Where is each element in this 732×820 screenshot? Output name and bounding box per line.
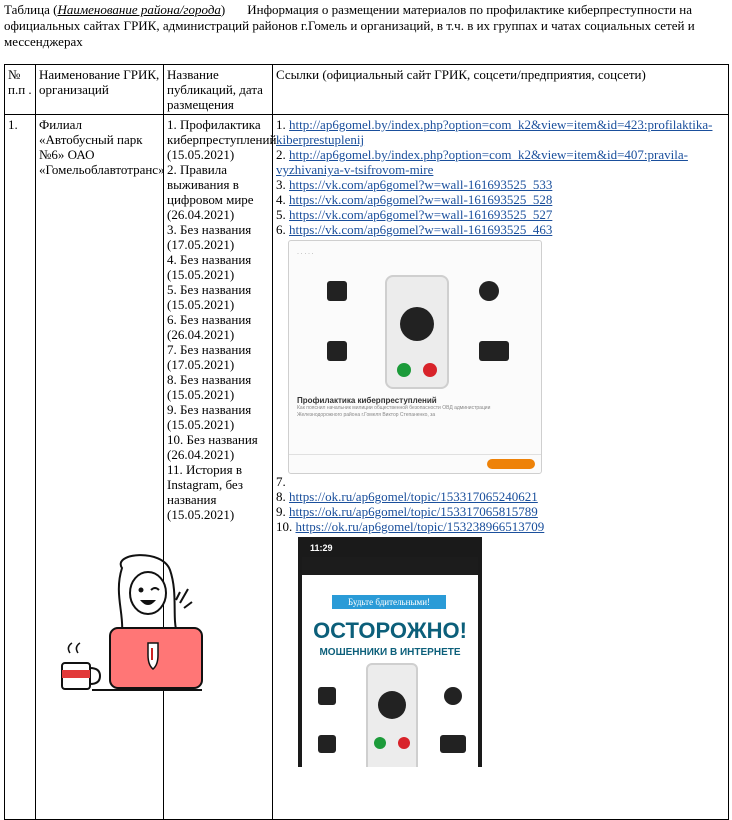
decline-call-icon bbox=[423, 363, 437, 377]
publication-item: 6. Без названия (26.04.2021) bbox=[167, 312, 252, 342]
header-publications: Название публикаций, дата размещения bbox=[164, 65, 273, 115]
publication-item: 7. Без названия (17.05.2021) bbox=[167, 342, 252, 372]
link-site-1[interactable]: http://ap6gomel.by/index.php?option=com_k2&view=item&id=423:profilaktika-kiberprestuplenij bbox=[276, 117, 713, 147]
bank-card-icon bbox=[440, 735, 466, 753]
story-card bbox=[302, 557, 478, 767]
link-item: 6. https://vk.com/ap6gomel?w=wall-161693525_463 bbox=[276, 222, 553, 237]
link-vk-1[interactable]: https://vk.com/ap6gomel?w=wall-161693525_533 bbox=[289, 177, 553, 192]
story-title: ОСТОРОЖНО! bbox=[313, 618, 467, 643]
publication-item: 5. Без названия (15.05.2021) bbox=[167, 282, 252, 312]
report-table bbox=[4, 64, 729, 820]
id-card-icon bbox=[318, 735, 336, 753]
story-subtitle: МОШЕННИКИ В ИНТЕРНЕТЕ bbox=[319, 647, 461, 658]
hacker-icon bbox=[378, 691, 406, 719]
post-source-label: · · · · · bbox=[297, 251, 314, 257]
phone-illustration bbox=[366, 663, 418, 767]
cancel-phone-icon bbox=[444, 687, 462, 705]
link-item: 7. bbox=[276, 474, 286, 489]
publication-item: 11. История в Instagram, без названия (15.05.2021) bbox=[167, 462, 243, 522]
heading-text: Информация о размещении материалов по профилактике киберпреступности на официальных сайтах ГРИК, администраций районов г.Гомель и организаций, в т.ч. в их группах и чатах социальных сетей и мессенджерах bbox=[4, 2, 695, 49]
header-org: Наименование ГРИК, организаций bbox=[36, 65, 164, 115]
row-publications bbox=[164, 115, 277, 820]
table-prefix: Таблица (Наименование района/города) bbox=[4, 2, 226, 17]
id-card-icon bbox=[327, 341, 347, 361]
publication-item: 2. Правила выживания в цифровом мире (26.04.2021) bbox=[167, 162, 254, 222]
link-item: 8. https://ok.ru/ap6gomel/topic/153317065240621 bbox=[276, 489, 538, 504]
link-item: 2. http://ap6gomel.by/index.php?option=com_k2&view=item&id=407:pravila-vyzhivaniya-v-tsifrovom-mire bbox=[276, 147, 688, 177]
link-item: 1. http://ap6gomel.by/index.php?option=com_k2&view=item&id=423:profilaktika-kiberprestuplenij bbox=[276, 117, 713, 147]
row-num: 1. bbox=[5, 115, 36, 820]
header-num: № п.п . bbox=[5, 65, 36, 115]
post-caption: Профилактика киберпреступлений bbox=[297, 396, 437, 405]
hacker-icon bbox=[400, 307, 434, 341]
post-screenshot bbox=[288, 240, 542, 474]
bank-card-icon bbox=[479, 341, 509, 361]
decline-call-icon bbox=[398, 737, 410, 749]
publication-item: 4. Без названия (15.05.2021) bbox=[167, 252, 252, 282]
share-button[interactable] bbox=[487, 459, 535, 469]
link-item: 5. https://vk.com/ap6gomel?w=wall-161693525_527 bbox=[276, 207, 553, 222]
row-org: Филиал «Автобусный парк №6» ОАО «Гомельоблавтотранс» bbox=[36, 115, 164, 820]
person-laptop-illustration bbox=[52, 548, 222, 698]
link-ok-2[interactable]: https://ok.ru/ap6gomel/topic/153317065815789 bbox=[289, 504, 538, 519]
link-ok-1[interactable]: https://ok.ru/ap6gomel/topic/153317065240621 bbox=[289, 489, 538, 504]
link-item: 9. https://ok.ru/ap6gomel/topic/153317065815789 bbox=[276, 504, 538, 519]
document-heading bbox=[4, 2, 724, 50]
header-links: Ссылки (официальный сайт ГРИК, соцсети/предприятия, соцсети) bbox=[273, 65, 729, 115]
table-row bbox=[5, 115, 729, 820]
story-topbar bbox=[302, 557, 478, 575]
cancel-phone-icon bbox=[479, 281, 499, 301]
publication-item: 9. Без названия (15.05.2021) bbox=[167, 402, 252, 432]
document-icon bbox=[318, 687, 336, 705]
link-vk-4[interactable]: https://vk.com/ap6gomel?w=wall-161693525_463 bbox=[289, 222, 553, 237]
post-subtext: Как пояснил начальник милиции общественной безопасности ОВД администрации Железнодорожного района г.Гомеля Виктор Степаненко, за bbox=[297, 405, 491, 418]
publication-item: 8. Без названия (15.05.2021) bbox=[167, 372, 252, 402]
link-vk-2[interactable]: https://vk.com/ap6gomel?w=wall-161693525_528 bbox=[289, 192, 553, 207]
link-item: 3. https://vk.com/ap6gomel?w=wall-161693525_533 bbox=[276, 177, 553, 192]
link-item: 10. https://ok.ru/ap6gomel/topic/153238966513709 bbox=[276, 519, 545, 534]
link-item: 4. https://vk.com/ap6gomel?w=wall-161693525_528 bbox=[276, 192, 553, 207]
document-icon bbox=[327, 281, 347, 301]
link-site-2[interactable]: http://ap6gomel.by/index.php?option=com_k2&view=item&id=407:pravila-vyzhivaniya-v-tsifrovom-mire bbox=[276, 147, 688, 177]
phone-illustration bbox=[385, 275, 449, 389]
accept-call-icon bbox=[374, 737, 386, 749]
instagram-story-screenshot bbox=[298, 537, 482, 767]
link-ok-3[interactable]: https://ok.ru/ap6gomel/topic/153238966513709 bbox=[295, 519, 545, 534]
table-header-row bbox=[5, 65, 729, 115]
publication-item: 3. Без названия (17.05.2021) bbox=[167, 222, 252, 252]
publication-item: 1. Профилактика киберпреступлений (15.05.2021) bbox=[167, 117, 277, 162]
accept-call-icon bbox=[397, 363, 411, 377]
story-beware-banner: Будьте бдительными! bbox=[332, 595, 446, 609]
publication-item: 10. Без названия (26.04.2021) bbox=[167, 432, 258, 462]
story-time: 11:29 bbox=[310, 543, 333, 553]
row-links bbox=[273, 115, 729, 820]
link-vk-3[interactable]: https://vk.com/ap6gomel?w=wall-161693525_527 bbox=[289, 207, 553, 222]
